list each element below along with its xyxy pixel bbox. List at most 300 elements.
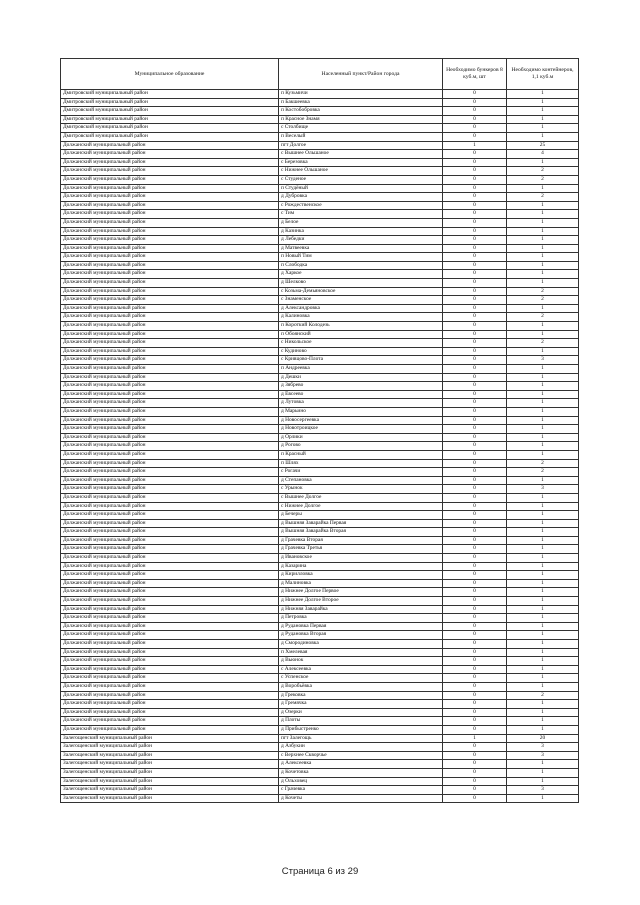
cell-bunkers: 0 bbox=[443, 459, 507, 468]
cell-containers: 1 bbox=[507, 665, 579, 674]
header-containers: Необходимо контейнеров, 1,1 куб.м bbox=[507, 59, 579, 90]
cell-municipality: Должанский муниципальный район bbox=[61, 528, 279, 537]
cell-containers: 1 bbox=[507, 725, 579, 734]
cell-municipality: Должанский муниципальный район bbox=[61, 356, 279, 365]
cell-containers: 1 bbox=[507, 554, 579, 563]
cell-settlement: с Рождественское bbox=[279, 201, 443, 210]
cell-settlement: д Грачевка Вторая bbox=[279, 536, 443, 545]
cell-bunkers: 0 bbox=[443, 124, 507, 133]
cell-settlement: с Никольское bbox=[279, 339, 443, 348]
cell-settlement: п Красное Знамя bbox=[279, 115, 443, 124]
cell-bunkers: 0 bbox=[443, 407, 507, 416]
cell-settlement: д Вышняя Заварайка Вторая bbox=[279, 528, 443, 537]
table-row bbox=[61, 373, 579, 382]
table-row bbox=[61, 175, 579, 184]
cell-municipality: Должанский муниципальный район bbox=[61, 640, 279, 649]
header-municipality: Муниципальное образование bbox=[61, 59, 279, 90]
cell-containers: 1 bbox=[507, 631, 579, 640]
cell-containers: 1 bbox=[507, 528, 579, 537]
cell-settlement: д Нижняя Заварайка bbox=[279, 605, 443, 614]
table-row bbox=[61, 124, 579, 133]
cell-bunkers: 0 bbox=[443, 708, 507, 717]
header-settlement: Населенный пункт/Район города bbox=[279, 59, 443, 90]
cell-containers: 3 bbox=[507, 786, 579, 795]
table-body bbox=[61, 90, 579, 803]
cell-bunkers: 0 bbox=[443, 433, 507, 442]
cell-bunkers: 1 bbox=[443, 141, 507, 150]
table-row bbox=[61, 141, 579, 150]
cell-municipality: Должанский муниципальный район bbox=[61, 218, 279, 227]
cell-containers: 1 bbox=[507, 622, 579, 631]
table-row bbox=[61, 193, 579, 202]
cell-bunkers: 0 bbox=[443, 193, 507, 202]
cell-containers: 1 bbox=[507, 132, 579, 141]
cell-settlement: п Андреевка bbox=[279, 365, 443, 374]
cell-containers: 3 bbox=[507, 485, 579, 494]
cell-bunkers: 0 bbox=[443, 571, 507, 580]
cell-containers: 1 bbox=[507, 717, 579, 726]
cell-containers: 1 bbox=[507, 244, 579, 253]
cell-containers: 1 bbox=[507, 794, 579, 803]
cell-municipality: Дмитровский муниципальный район bbox=[61, 132, 279, 141]
page-footer: Страница 6 из 29 bbox=[281, 866, 359, 877]
cell-municipality: Должанский муниципальный район bbox=[61, 648, 279, 657]
table-row bbox=[61, 244, 579, 253]
cell-settlement: с Вышнее Ольшаное bbox=[279, 150, 443, 159]
table-row bbox=[61, 365, 579, 374]
table-row bbox=[61, 554, 579, 563]
cell-bunkers: 0 bbox=[443, 476, 507, 485]
cell-containers: 1 bbox=[507, 304, 579, 313]
cell-containers: 1 bbox=[507, 373, 579, 382]
cell-bunkers: 0 bbox=[443, 554, 507, 563]
cell-settlement: д Вышняя Заварайка Первая bbox=[279, 519, 443, 528]
cell-containers: 1 bbox=[507, 330, 579, 339]
cell-containers: 1 bbox=[507, 674, 579, 683]
cell-containers: 4 bbox=[507, 150, 579, 159]
table-row bbox=[61, 794, 579, 803]
cell-municipality: Залегощенский муниципальный район bbox=[61, 768, 279, 777]
cell-bunkers: 0 bbox=[443, 399, 507, 408]
cell-municipality: Должанский муниципальный район bbox=[61, 708, 279, 717]
cell-municipality: Должанский муниципальный район bbox=[61, 665, 279, 674]
cell-municipality: Должанский муниципальный район bbox=[61, 296, 279, 305]
cell-bunkers: 0 bbox=[443, 657, 507, 666]
table-row bbox=[61, 442, 579, 451]
table-row bbox=[61, 579, 579, 588]
cell-bunkers: 0 bbox=[443, 450, 507, 459]
table-row bbox=[61, 459, 579, 468]
cell-bunkers: 0 bbox=[443, 115, 507, 124]
cell-settlement: д Калиновка bbox=[279, 313, 443, 322]
cell-settlement: с Тим bbox=[279, 210, 443, 219]
table-row bbox=[61, 545, 579, 554]
cell-containers: 1 bbox=[507, 279, 579, 288]
cell-municipality: Должанский муниципальный район bbox=[61, 493, 279, 502]
table-row bbox=[61, 717, 579, 726]
cell-municipality: Должанский муниципальный район bbox=[61, 657, 279, 666]
table-row bbox=[61, 691, 579, 700]
table-row bbox=[61, 210, 579, 219]
cell-municipality: Залегощенский муниципальный район bbox=[61, 734, 279, 743]
cell-bunkers: 0 bbox=[443, 390, 507, 399]
cell-bunkers: 0 bbox=[443, 347, 507, 356]
cell-municipality: Должанский муниципальный район bbox=[61, 210, 279, 219]
table-row bbox=[61, 468, 579, 477]
table-row bbox=[61, 493, 579, 502]
cell-municipality: Должанский муниципальный район bbox=[61, 588, 279, 597]
table-row bbox=[61, 682, 579, 691]
table-row bbox=[61, 536, 579, 545]
cell-bunkers: 0 bbox=[443, 605, 507, 614]
cell-settlement: д Ольховец bbox=[279, 777, 443, 786]
cell-bunkers: 0 bbox=[443, 511, 507, 520]
cell-municipality: Должанский муниципальный район bbox=[61, 442, 279, 451]
cell-settlement: п Шлях bbox=[279, 459, 443, 468]
cell-settlement: д Воробьёвка bbox=[279, 682, 443, 691]
cell-bunkers: 0 bbox=[443, 330, 507, 339]
cell-settlement: с Успенское bbox=[279, 674, 443, 683]
cell-bunkers: 0 bbox=[443, 717, 507, 726]
cell-containers: 3 bbox=[507, 743, 579, 752]
cell-containers: 1 bbox=[507, 519, 579, 528]
cell-containers: 2 bbox=[507, 691, 579, 700]
cell-bunkers: 0 bbox=[443, 279, 507, 288]
cell-containers: 1 bbox=[507, 270, 579, 279]
cell-municipality: Должанский муниципальный район bbox=[61, 579, 279, 588]
cell-settlement: с Алексеевка bbox=[279, 665, 443, 674]
cell-municipality: Должанский муниципальный район bbox=[61, 244, 279, 253]
cell-bunkers: 0 bbox=[443, 528, 507, 537]
cell-containers: 1 bbox=[507, 493, 579, 502]
cell-municipality: Должанский муниципальный район bbox=[61, 674, 279, 683]
table-row bbox=[61, 339, 579, 348]
table-row bbox=[61, 150, 579, 159]
cell-containers: 1 bbox=[507, 184, 579, 193]
cell-municipality: Должанский муниципальный район bbox=[61, 236, 279, 245]
cell-settlement: д Смородиновка bbox=[279, 640, 443, 649]
cell-bunkers: 0 bbox=[443, 287, 507, 296]
cell-municipality: Должанский муниципальный район bbox=[61, 399, 279, 408]
cell-settlement: д Бечеры bbox=[279, 511, 443, 520]
cell-containers: 1 bbox=[507, 708, 579, 717]
cell-municipality: Должанский муниципальный район bbox=[61, 382, 279, 391]
cell-bunkers: 0 bbox=[443, 167, 507, 176]
cell-settlement: д Степановка bbox=[279, 476, 443, 485]
cell-municipality: Должанский муниципальный район bbox=[61, 700, 279, 709]
cell-municipality: Должанский муниципальный район bbox=[61, 485, 279, 494]
cell-containers: 1 bbox=[507, 347, 579, 356]
cell-municipality: Должанский муниципальный район bbox=[61, 279, 279, 288]
cell-bunkers: 0 bbox=[443, 614, 507, 623]
cell-bunkers: 0 bbox=[443, 253, 507, 262]
cell-settlement: д Дешки bbox=[279, 373, 443, 382]
cell-municipality: Залегощенский муниципальный район bbox=[61, 751, 279, 760]
cell-municipality: Должанский муниципальный район bbox=[61, 682, 279, 691]
cell-containers: 2 bbox=[507, 459, 579, 468]
cell-containers: 1 bbox=[507, 597, 579, 606]
cell-containers: 1 bbox=[507, 322, 579, 331]
cell-containers: 2 bbox=[507, 167, 579, 176]
cell-bunkers: 0 bbox=[443, 536, 507, 545]
cell-bunkers: 0 bbox=[443, 545, 507, 554]
cell-containers: 2 bbox=[507, 193, 579, 202]
table-row bbox=[61, 279, 579, 288]
cell-municipality: Должанский муниципальный район bbox=[61, 554, 279, 563]
cell-municipality: Должанский муниципальный район bbox=[61, 571, 279, 580]
cell-municipality: Должанский муниципальный район bbox=[61, 287, 279, 296]
cell-settlement: пгт Долгое bbox=[279, 141, 443, 150]
cell-containers: 1 bbox=[507, 476, 579, 485]
cell-municipality: Должанский муниципальный район bbox=[61, 468, 279, 477]
table-row bbox=[61, 519, 579, 528]
cell-municipality: Залегощенский муниципальный район bbox=[61, 743, 279, 752]
cell-bunkers: 0 bbox=[443, 218, 507, 227]
cell-municipality: Должанский муниципальный район bbox=[61, 459, 279, 468]
table-row bbox=[61, 648, 579, 657]
table-row bbox=[61, 313, 579, 322]
table-row bbox=[61, 768, 579, 777]
cell-municipality: Должанский муниципальный район bbox=[61, 201, 279, 210]
cell-settlement: с Верхнее Скворчье bbox=[279, 751, 443, 760]
cell-containers: 1 bbox=[507, 115, 579, 124]
cell-containers: 1 bbox=[507, 545, 579, 554]
cell-containers: 1 bbox=[507, 562, 579, 571]
table-row bbox=[61, 390, 579, 399]
cell-municipality: Должанский муниципальный район bbox=[61, 167, 279, 176]
cell-municipality: Должанский муниципальный район bbox=[61, 373, 279, 382]
cell-bunkers: 0 bbox=[443, 296, 507, 305]
cell-municipality: Должанский муниципальный район bbox=[61, 511, 279, 520]
table-row bbox=[61, 631, 579, 640]
cell-settlement: д Харкое bbox=[279, 270, 443, 279]
cell-containers: 1 bbox=[507, 588, 579, 597]
cell-containers: 1 bbox=[507, 399, 579, 408]
cell-municipality: Должанский муниципальный район bbox=[61, 322, 279, 331]
table-row bbox=[61, 322, 579, 331]
cell-municipality: Дмитровский муниципальный район bbox=[61, 98, 279, 107]
cell-settlement: д Зябрево bbox=[279, 382, 443, 391]
table-row bbox=[61, 476, 579, 485]
cell-bunkers: 0 bbox=[443, 98, 507, 107]
table-row bbox=[61, 657, 579, 666]
cell-municipality: Должанский муниципальный район bbox=[61, 536, 279, 545]
cell-containers: 1 bbox=[507, 511, 579, 520]
cell-settlement: п Хмелевая bbox=[279, 648, 443, 657]
table-row bbox=[61, 296, 579, 305]
cell-municipality: Должанский муниципальный район bbox=[61, 407, 279, 416]
table-row bbox=[61, 261, 579, 270]
cell-containers: 1 bbox=[507, 768, 579, 777]
cell-municipality: Должанский муниципальный район bbox=[61, 150, 279, 159]
table-row bbox=[61, 674, 579, 683]
cell-settlement: д Рудановка Вторая bbox=[279, 631, 443, 640]
cell-containers: 1 bbox=[507, 158, 579, 167]
cell-settlement: д Новосергеевка bbox=[279, 416, 443, 425]
cell-containers: 1 bbox=[507, 365, 579, 374]
cell-containers: 1 bbox=[507, 640, 579, 649]
cell-municipality: Должанский муниципальный район bbox=[61, 450, 279, 459]
cell-containers: 1 bbox=[507, 682, 579, 691]
table-row bbox=[61, 132, 579, 141]
cell-settlement: п Веселый bbox=[279, 132, 443, 141]
cell-municipality: Залегощенский муниципальный район bbox=[61, 786, 279, 795]
cell-containers: 1 bbox=[507, 433, 579, 442]
cell-containers: 1 bbox=[507, 579, 579, 588]
cell-bunkers: 0 bbox=[443, 201, 507, 210]
cell-municipality: Должанский муниципальный район bbox=[61, 425, 279, 434]
cell-settlement: с Кудиново bbox=[279, 347, 443, 356]
cell-municipality: Должанский муниципальный район bbox=[61, 691, 279, 700]
cell-containers: 1 bbox=[507, 98, 579, 107]
cell-bunkers: 0 bbox=[443, 227, 507, 236]
cell-bunkers: 0 bbox=[443, 751, 507, 760]
table-row bbox=[61, 115, 579, 124]
table-row bbox=[61, 347, 579, 356]
cell-containers: 1 bbox=[507, 425, 579, 434]
cell-bunkers: 0 bbox=[443, 442, 507, 451]
cell-municipality: Должанский муниципальный район bbox=[61, 330, 279, 339]
cell-municipality: Должанский муниципальный район bbox=[61, 365, 279, 374]
cell-settlement: д Гремячка bbox=[279, 700, 443, 709]
cell-bunkers: 0 bbox=[443, 579, 507, 588]
cell-municipality: Дмитровский муниципальный район bbox=[61, 107, 279, 116]
cell-containers: 1 bbox=[507, 124, 579, 133]
cell-settlement: п Слободка bbox=[279, 261, 443, 270]
table-row bbox=[61, 218, 579, 227]
cell-settlement: д Прибыстренко bbox=[279, 725, 443, 734]
cell-containers: 2 bbox=[507, 468, 579, 477]
cell-settlement: с Студеное bbox=[279, 175, 443, 184]
table-row bbox=[61, 562, 579, 571]
cell-settlement: д Казинка bbox=[279, 227, 443, 236]
table-row bbox=[61, 107, 579, 116]
cell-bunkers: 0 bbox=[443, 691, 507, 700]
cell-municipality: Должанский муниципальный район bbox=[61, 416, 279, 425]
cell-containers: 25 bbox=[507, 141, 579, 150]
cell-containers: 1 bbox=[507, 416, 579, 425]
cell-settlement: д Алексеевка bbox=[279, 760, 443, 769]
cell-bunkers: 0 bbox=[443, 304, 507, 313]
cell-settlement: д Шелково bbox=[279, 279, 443, 288]
table-row bbox=[61, 640, 579, 649]
cell-bunkers: 0 bbox=[443, 562, 507, 571]
cell-settlement: д Лутовка bbox=[279, 399, 443, 408]
cell-municipality: Должанский муниципальный район bbox=[61, 562, 279, 571]
cell-settlement: с Грачевка bbox=[279, 786, 443, 795]
cell-settlement: с Нижнее Ольшаное bbox=[279, 167, 443, 176]
cell-bunkers: 0 bbox=[443, 313, 507, 322]
cell-containers: 1 bbox=[507, 201, 579, 210]
cell-bunkers: 0 bbox=[443, 468, 507, 477]
table-row bbox=[61, 425, 579, 434]
cell-containers: 1 bbox=[507, 571, 579, 580]
cell-containers: 1 bbox=[507, 760, 579, 769]
cell-settlement: с Нижнее Долгое bbox=[279, 502, 443, 511]
cell-settlement: д Казарина bbox=[279, 562, 443, 571]
table-row bbox=[61, 433, 579, 442]
cell-containers: 1 bbox=[507, 450, 579, 459]
cell-settlement: д Плоты bbox=[279, 717, 443, 726]
cell-bunkers: 0 bbox=[443, 485, 507, 494]
cell-settlement: д Грачевка Третья bbox=[279, 545, 443, 554]
cell-settlement: д Ивановское bbox=[279, 554, 443, 563]
cell-bunkers: 0 bbox=[443, 382, 507, 391]
cell-bunkers: 0 bbox=[443, 210, 507, 219]
table-row bbox=[61, 700, 579, 709]
cell-containers: 1 bbox=[507, 236, 579, 245]
table-row bbox=[61, 485, 579, 494]
cell-settlement: п Бакшеевка bbox=[279, 98, 443, 107]
cell-municipality: Должанский муниципальный район bbox=[61, 597, 279, 606]
cell-municipality: Должанский муниципальный район bbox=[61, 261, 279, 270]
table-row bbox=[61, 665, 579, 674]
table-row bbox=[61, 734, 579, 743]
table-row bbox=[61, 184, 579, 193]
cell-bunkers: 0 bbox=[443, 365, 507, 374]
cell-bunkers: 0 bbox=[443, 175, 507, 184]
table-row bbox=[61, 622, 579, 631]
cell-municipality: Должанский муниципальный район bbox=[61, 270, 279, 279]
cell-municipality: Должанский муниципальный район bbox=[61, 193, 279, 202]
table-row bbox=[61, 751, 579, 760]
table-row bbox=[61, 287, 579, 296]
cell-bunkers: 0 bbox=[443, 322, 507, 331]
cell-bunkers: 0 bbox=[443, 236, 507, 245]
table-row bbox=[61, 725, 579, 734]
cell-containers: 1 bbox=[507, 700, 579, 709]
cell-municipality: Должанский муниципальный район bbox=[61, 631, 279, 640]
cell-bunkers: 0 bbox=[443, 597, 507, 606]
table-row bbox=[61, 158, 579, 167]
cell-settlement: д Рогово bbox=[279, 442, 443, 451]
cell-bunkers: 0 bbox=[443, 158, 507, 167]
cell-settlement: д Кочетовка bbox=[279, 768, 443, 777]
cell-settlement: с Столбище bbox=[279, 124, 443, 133]
cell-bunkers: 0 bbox=[443, 640, 507, 649]
cell-bunkers: 0 bbox=[443, 682, 507, 691]
table-row bbox=[61, 253, 579, 262]
cell-settlement: д Азбукин bbox=[279, 743, 443, 752]
cell-settlement: д Матвеевка bbox=[279, 244, 443, 253]
cell-containers: 1 bbox=[507, 648, 579, 657]
cell-containers: 3 bbox=[507, 356, 579, 365]
table-row bbox=[61, 236, 579, 245]
cell-bunkers: 0 bbox=[443, 150, 507, 159]
cell-containers: 1 bbox=[507, 777, 579, 786]
cell-settlement: д Белое bbox=[279, 218, 443, 227]
cell-containers: 2 bbox=[507, 175, 579, 184]
cell-municipality: Должанский муниципальный район bbox=[61, 184, 279, 193]
cell-settlement: д Малиновка bbox=[279, 579, 443, 588]
table-row bbox=[61, 571, 579, 580]
cell-bunkers: 0 bbox=[443, 674, 507, 683]
cell-containers: 1 bbox=[507, 382, 579, 391]
cell-bunkers: 0 bbox=[443, 244, 507, 253]
cell-bunkers: 0 bbox=[443, 90, 507, 99]
table-row bbox=[61, 502, 579, 511]
table-row bbox=[61, 330, 579, 339]
table-row bbox=[61, 597, 579, 606]
cell-bunkers: 0 bbox=[443, 493, 507, 502]
cell-settlement: д Нижнее Долгое Второе bbox=[279, 597, 443, 606]
cell-containers: 1 bbox=[507, 536, 579, 545]
table-row bbox=[61, 356, 579, 365]
cell-containers: 2 bbox=[507, 313, 579, 322]
cell-settlement: д Дубровка bbox=[279, 193, 443, 202]
cell-containers: 2 bbox=[507, 287, 579, 296]
cell-municipality: Дмитровский муниципальный район bbox=[61, 115, 279, 124]
